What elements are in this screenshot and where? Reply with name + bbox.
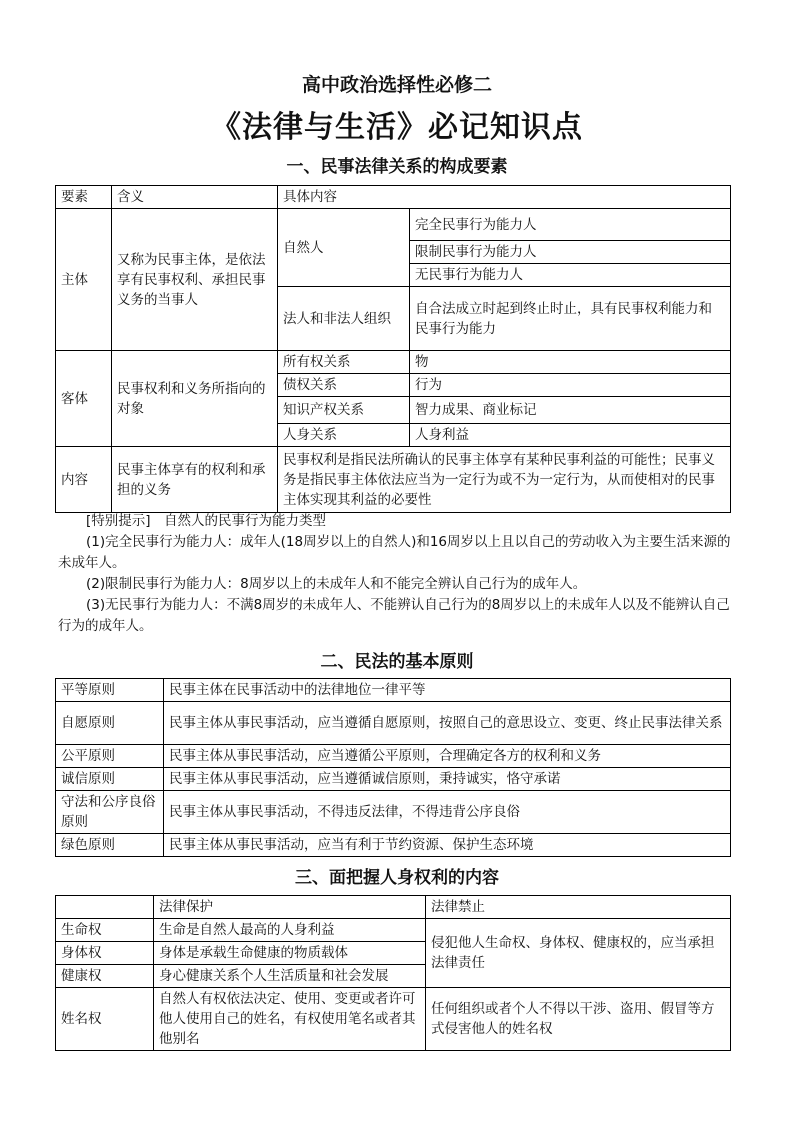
subject-meaning: 又称为民事主体，是依法享有民事权利、承担民事义务的当事人 bbox=[112, 209, 278, 351]
table-row bbox=[56, 768, 731, 791]
section2-heading: 二、民法的基本原则 bbox=[320, 652, 474, 672]
principle-desc: 民事主体在民事活动中的法律地位一律平等 bbox=[164, 679, 731, 702]
relation-cell: 所有权关系 bbox=[278, 351, 410, 374]
principle-name: 自愿原则 bbox=[56, 702, 164, 745]
capacity-limited-cell: 限制民事行为能力人 bbox=[410, 241, 731, 264]
content-meaning: 民事主体享有的权利和承担的义务 bbox=[112, 447, 278, 513]
header-cell: 含义 bbox=[112, 186, 278, 209]
subject-label: 主体 bbox=[56, 209, 112, 351]
relation-cell: 人身关系 bbox=[278, 424, 410, 447]
right-prohibit: 任何组织或者个人不得以干涉、盗用、假冒等方式侵害他人的姓名权 bbox=[426, 988, 731, 1051]
table-row bbox=[56, 209, 731, 241]
table-row bbox=[56, 745, 731, 768]
table-row bbox=[56, 988, 731, 1051]
relation-cell: 知识产权关系 bbox=[278, 397, 410, 424]
table-header-row bbox=[56, 896, 731, 919]
right-protect: 生命是自然人最高的人身利益 bbox=[154, 919, 426, 942]
table-row bbox=[56, 679, 731, 702]
special-notes bbox=[58, 511, 738, 637]
note-item: (2)限制民事行为能力人：8周岁以上的未成年人和不能完全辨认自己行为的成年人。 bbox=[86, 576, 587, 592]
doc-title: 《法律与生活》必记知识点 bbox=[211, 110, 583, 145]
natural-person-cell: 自然人 bbox=[278, 209, 410, 287]
principle-desc: 民事主体从事民事活动，应当遵循诚信原则，秉持诚实，恪守承诺 bbox=[164, 768, 731, 791]
table-row bbox=[56, 834, 731, 857]
note-item: (1)完全民事行为能力人：成年人(18周岁以上的自然人)和16周岁以上且以自己的劳动收入为主要生活来源的未成年人。 bbox=[58, 534, 731, 571]
legal-person-cell: 法人和非法人组织 bbox=[278, 287, 410, 351]
section1-heading: 一、民事法律关系的构成要素 bbox=[286, 157, 508, 177]
table-row bbox=[56, 702, 731, 745]
right-name: 健康权 bbox=[56, 965, 154, 988]
object-cell: 物 bbox=[410, 351, 731, 374]
legal-person-desc: 自合法成立时起到终止时止，具有民事权利能力和民事行为能力 bbox=[410, 287, 731, 351]
header-cell: 法律禁止 bbox=[426, 896, 731, 919]
principle-name: 绿色原则 bbox=[56, 834, 164, 857]
object-cell: 行为 bbox=[410, 374, 731, 397]
principle-name: 诚信原则 bbox=[56, 768, 164, 791]
right-prohibit-shared: 侵犯他人生命权、身体权、健康权的，应当承担法律责任 bbox=[426, 919, 731, 988]
capacity-full-cell: 完全民事行为能力人 bbox=[410, 209, 731, 241]
doc-subtitle: 高中政治选择性必修二 bbox=[301, 74, 492, 96]
right-protect: 身心健康关系个人生活质量和社会发展 bbox=[154, 965, 426, 988]
principle-desc: 民事主体从事民事活动，应当遵循自愿原则，按照自己的意思设立、变更、终止民事法律关系 bbox=[164, 702, 731, 745]
object-cell: 人身利益 bbox=[410, 424, 731, 447]
relation-cell: 债权关系 bbox=[278, 374, 410, 397]
capacity-none-cell: 无民事行为能力人 bbox=[410, 264, 731, 287]
principles-table bbox=[55, 678, 731, 857]
principle-name: 守法和公序良俗原则 bbox=[56, 791, 164, 834]
principle-desc: 民事主体从事民事活动，应当遵循公平原则，合理确定各方的权利和义务 bbox=[164, 745, 731, 768]
header-cell: 要素 bbox=[56, 186, 112, 209]
civil-relation-table bbox=[55, 185, 731, 513]
content-label: 内容 bbox=[56, 447, 112, 513]
right-protect: 身体是承载生命健康的物质载体 bbox=[154, 942, 426, 965]
note-item: (3)无民事行为能力人：不满8周岁的未成年人、不能辨认自己行为的8周岁以上的未成年人以及不能辨认自己行为的成年人。 bbox=[58, 597, 730, 634]
object-label: 客体 bbox=[56, 351, 112, 447]
content-detail: 民事权利是指民法所确认的民事主体享有某种民事利益的可能性；民事义务是指民事主体依法应当为一定行为或不为一定行为，从而使相对的民事主体实现其利益的必要性 bbox=[278, 447, 731, 513]
right-name: 身体权 bbox=[56, 942, 154, 965]
table-row bbox=[56, 791, 731, 834]
table-row bbox=[56, 447, 731, 513]
principle-name: 平等原则 bbox=[56, 679, 164, 702]
header-cell: 具体内容 bbox=[278, 186, 731, 209]
personal-rights-table bbox=[55, 895, 731, 1051]
object-meaning: 民事权利和义务所指向的对象 bbox=[112, 351, 278, 447]
right-name: 姓名权 bbox=[56, 988, 154, 1051]
principle-name: 公平原则 bbox=[56, 745, 164, 768]
principle-desc: 民事主体从事民事活动，应当有利于节约资源、保护生态环境 bbox=[164, 834, 731, 857]
table-header-row bbox=[56, 186, 731, 209]
notes-title: [特别提示] 自然人的民事行为能力类型 bbox=[86, 513, 327, 529]
header-cell: 法律保护 bbox=[154, 896, 426, 919]
header-cell bbox=[56, 896, 154, 919]
principle-desc: 民事主体从事民事活动，不得违反法律，不得违背公序良俗 bbox=[164, 791, 731, 834]
right-protect: 自然人有权依法决定、使用、变更或者许可他人使用自己的姓名，有权使用笔名或者其他别名 bbox=[154, 988, 426, 1051]
table-row bbox=[56, 919, 731, 942]
right-name: 生命权 bbox=[56, 919, 154, 942]
object-cell: 智力成果、商业标记 bbox=[410, 397, 731, 424]
table-row bbox=[56, 351, 731, 374]
section3-heading: 三、面把握人身权利的内容 bbox=[295, 868, 499, 888]
